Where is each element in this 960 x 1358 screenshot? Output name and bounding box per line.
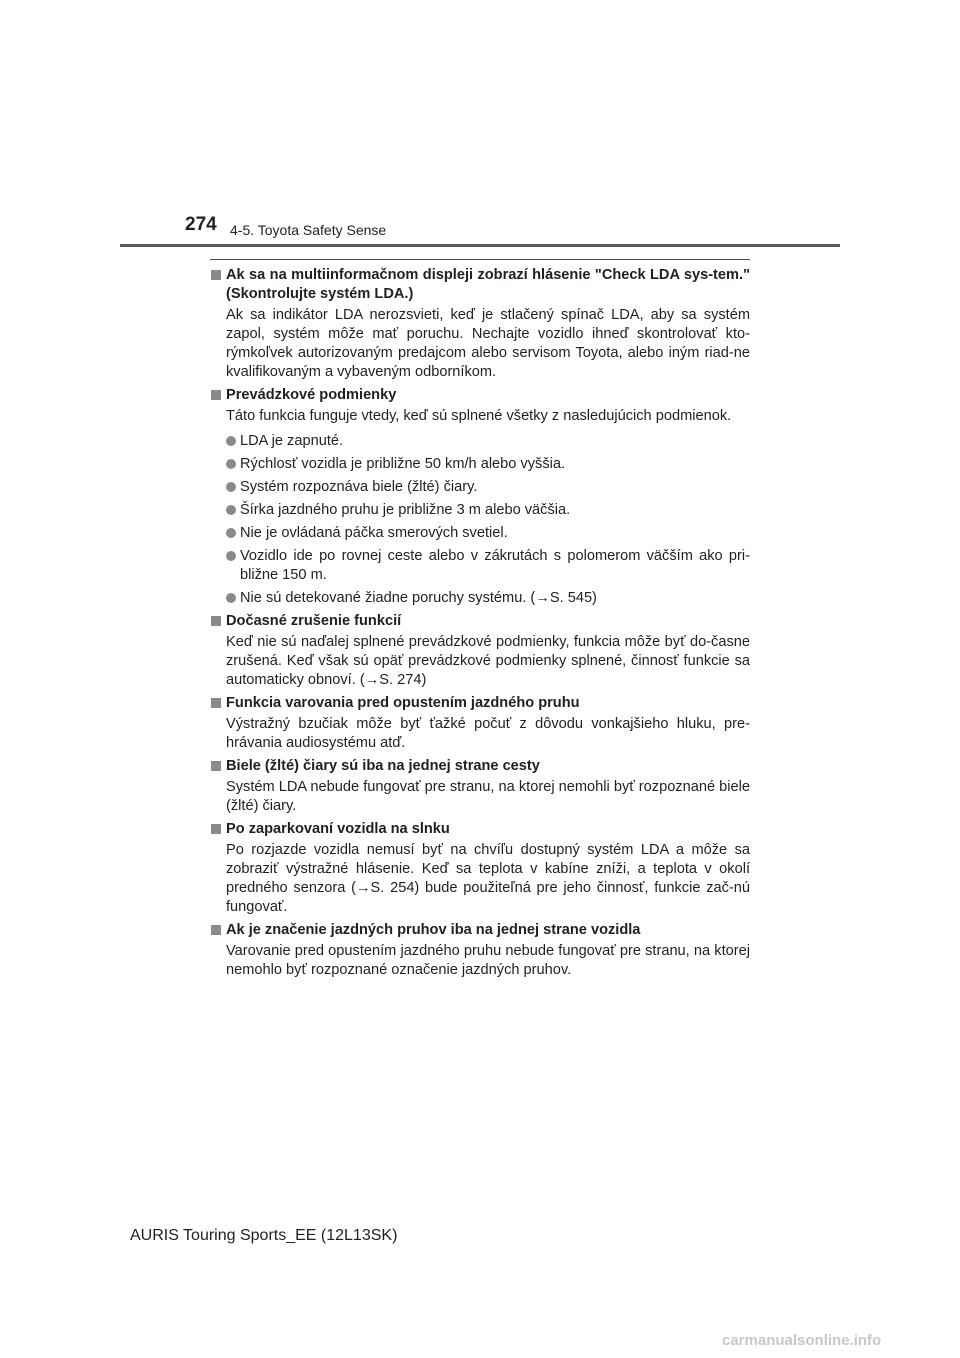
section-paragraph: Táto funkcia funguje vtedy, keď sú splnené všetky z nasledujúcich podmienok. (226, 408, 732, 424)
bullet-list (210, 432, 750, 608)
section-heading (210, 694, 750, 713)
section-heading-text: Ak je značenie jazdných pruhov iba na jednej strane vozidla (226, 922, 641, 938)
section-heading (210, 820, 750, 839)
square-bullet-icon (211, 761, 221, 771)
circle-bullet-icon (226, 505, 236, 515)
section-paragraph: Varovanie pred opustením jazdného pruhu nebude fungovať pre stranu, na ktorej nemohlo byť rozpoznané označenie jazdných pruhov. (226, 943, 750, 978)
section-paragraph: Výstražný bzučiak môže byť ťažké počuť z dôvodu vonkajšieho hluku, pre-hrávania audiosystému atď. (226, 716, 750, 751)
circle-bullet-icon (226, 593, 236, 603)
bullet-item-text: Nie je ovládaná páčka smerových svetiel. (240, 525, 508, 541)
content-section (210, 820, 750, 917)
section-title: 4-5. Toyota Safety Sense (230, 222, 387, 238)
watermark-text: carmanualsonline.info (722, 1332, 882, 1349)
bullet-item-text: Vozidlo ide po rovnej ceste alebo v zákrutách s polomerom väčším ako pri-bližne 150 m. (240, 548, 750, 583)
section-heading-text: Dočasné zrušenie funkcií (226, 613, 402, 629)
footer-doc-id: AURIS Touring Sports_EE (12L13SK) (130, 1227, 398, 1244)
content-section (210, 386, 750, 608)
square-bullet-icon (211, 616, 221, 626)
section-heading-text: Biele (žlté) čiary sú iba na jednej strane cesty (226, 758, 540, 774)
content-section (210, 266, 750, 382)
page-number: 274 (185, 214, 217, 235)
content-section (210, 694, 750, 753)
square-bullet-icon (211, 824, 221, 834)
bullet-item (210, 524, 750, 543)
section-paragraph: Ak sa indikátor LDA nerozsvieti, keď je stlačený spínač LDA, aby sa systém zapol, systém môže mať poruchu. Nechajte vozidlo ihneď skontrolovať kto-rýmkoľvek autorizovaným predajcom alebo servisom Toyota, alebo iným riad-ne kvalifikovaným a vybaveným odborníkom. (226, 307, 750, 380)
circle-bullet-icon (226, 551, 236, 561)
page-content (210, 266, 750, 984)
section-heading (210, 612, 750, 631)
bullet-item (210, 547, 750, 585)
square-bullet-icon (211, 390, 221, 400)
square-bullet-icon (211, 270, 221, 280)
section-heading (210, 921, 750, 940)
square-bullet-icon (211, 925, 221, 935)
square-bullet-icon (211, 698, 221, 708)
section-heading (210, 386, 750, 405)
section-heading (210, 266, 750, 304)
content-divider (210, 259, 750, 260)
section-heading-text: Ak sa na multiinformačnom displeji zobrazí hlásenie "Check LDA sys-tem." (Skontrolujte systém LDA.) (226, 267, 750, 302)
header-divider (120, 244, 840, 247)
bullet-item (210, 455, 750, 474)
section-heading-text: Po zaparkovaní vozidla na slnku (226, 821, 450, 837)
section-paragraph: Systém LDA nebude fungovať pre stranu, na ktorej nemohli byť rozpoznané biele (žlté) čiary. (226, 779, 750, 814)
bullet-item (210, 478, 750, 497)
section-heading (210, 757, 750, 776)
content-section (210, 612, 750, 690)
circle-bullet-icon (226, 436, 236, 446)
bullet-item-text: Šírka jazdného pruhu je približne 3 m alebo väčšia. (240, 502, 571, 518)
bullet-item-text: Nie sú detekované žiadne poruchy systému. (→S. 545) (240, 590, 597, 606)
section-heading-text: Prevádzkové podmienky (226, 387, 397, 403)
content-section (210, 757, 750, 816)
circle-bullet-icon (226, 528, 236, 538)
bullet-item-text: Systém rozpoznáva biele (žlté) čiary. (240, 479, 478, 495)
circle-bullet-icon (226, 459, 236, 469)
bullet-item-text: Rýchlosť vozidla je približne 50 km/h alebo vyššia. (240, 456, 566, 472)
bullet-item (210, 589, 750, 608)
content-section (210, 921, 750, 980)
bullet-item (210, 501, 750, 520)
section-heading-text: Funkcia varovania pred opustením jazdného pruhu (226, 695, 580, 711)
bullet-item (210, 432, 750, 451)
bullet-item-text: LDA je zapnuté. (240, 433, 344, 449)
circle-bullet-icon (226, 482, 236, 492)
section-paragraph: Keď nie sú naďalej splnené prevádzkové podmienky, funkcia môže byť do-časne zrušená. Keď však sú opäť prevádzkové podmienky splnené, činnosť funkcie sa automaticky obnoví. (→S. 274) (226, 634, 750, 688)
section-paragraph: Po rozjazde vozidla nemusí byť na chvíľu dostupný systém LDA a môže sa zobraziť výstražné hlásenie. Keď sa teplota v kabíne zníži, a teplota v okolí predného senzora (→S. 254) bude použiteľná pre jeho činnosť, funkcie zač-nú fungovať. (226, 842, 750, 915)
